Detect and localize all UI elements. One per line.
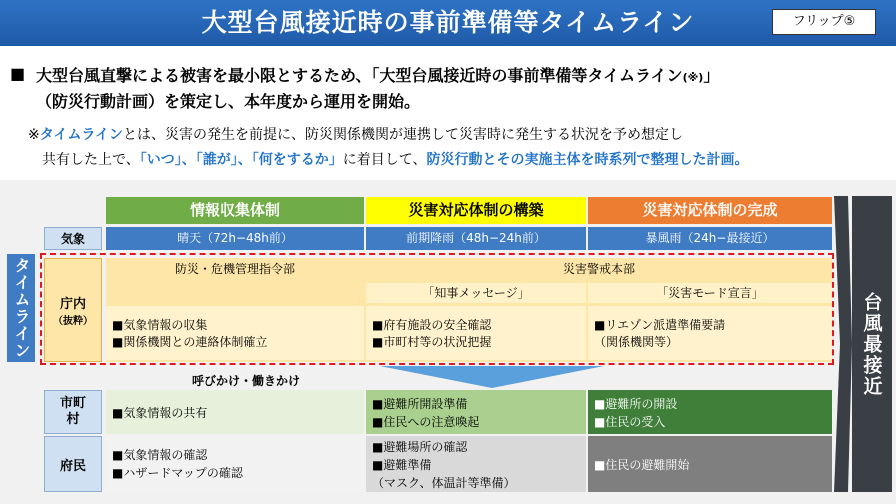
office-dept-1: 防災・危機管理指令部: [174, 262, 295, 276]
resident-item: ■住民の避難開始: [594, 458, 690, 472]
intro-line-1: 大型台風直撃による被害を最小限とするため、「大型台風接近時の事前準備等タイムライン(※)」: [36, 66, 720, 85]
intro-line-2: （防災行動計画）を策定し、本年度から運用を開始。: [36, 92, 421, 111]
office-item: （関係機関等）: [594, 335, 679, 349]
office-dashed-frame: [40, 253, 834, 365]
right-chevron-icon: [834, 196, 852, 492]
call-to-action-label: 呼びかけ・働きかけ: [192, 374, 301, 388]
approach-label: 台風最接近: [860, 291, 883, 397]
office-item: ■リエゾン派遣準備要請: [594, 318, 726, 332]
weather-storm: 暴風雨（24h−最接近）: [588, 227, 832, 250]
city-item: ■避難所開設準備: [372, 397, 468, 411]
down-arrow-icon: [380, 366, 604, 388]
city-item: ■住民への注意喚起: [372, 415, 480, 429]
phase-setup: 災害対応体制の構築: [366, 197, 586, 224]
resident-item: ■気象情報の確認: [112, 448, 208, 462]
approach-box: [852, 196, 892, 492]
resident-item: ■避難場所の確認: [372, 440, 468, 454]
city-item: ■避難所の開設: [594, 397, 678, 411]
resident-item: （マスク、体温計等準備）: [372, 476, 516, 490]
note-line-1: ※タイムラインとは、災害の発生を前提に、防災関係機関が連携して災害時に発生する状況を予め想定し: [28, 127, 684, 143]
resident-item: ■避難準備: [372, 458, 432, 472]
weather-early-rain: 前期降雨（48h−24h前）: [366, 227, 586, 250]
office-label-main: 庁内: [59, 297, 86, 312]
office-item: ■気象情報の収集: [112, 318, 208, 332]
disaster-mode-declaration: 「災害モード宣言」: [588, 283, 832, 303]
phase-complete: 災害対応体制の完成: [588, 197, 832, 224]
phase-info-gathering: 情報収集体制: [106, 197, 364, 224]
city-label: 市町村: [44, 390, 102, 434]
office-dept-2: 災害警戒本部: [562, 262, 635, 276]
weather-label: 気象: [44, 227, 102, 250]
weather-clear: 晴天（72h−48h前）: [106, 227, 364, 250]
office-label-sub: （抜粋）: [53, 316, 93, 327]
flip-label: フリップ⑤: [772, 9, 876, 35]
residents-label: 府民: [44, 436, 102, 492]
resident-item: ■ハザードマップの確認: [112, 466, 243, 480]
office-item: ■府有施設の安全確認: [372, 318, 492, 332]
page-title: 大型台風接近時の事前準備等タイムライン: [201, 8, 695, 37]
bullet-square: ■: [10, 64, 26, 83]
office-item: ■市町村等の状況把握: [372, 335, 492, 349]
governor-message: 「知事メッセージ」: [366, 283, 586, 303]
city-item: ■住民の受入: [594, 415, 666, 429]
city-item: ■気象情報の共有: [112, 406, 208, 420]
note-line-2: 共有した上で、「いつ」、「誰が」、「何をするか」に着目して、防災行動とその実施主体を時系列で整理した計画。: [42, 152, 749, 168]
timeline-label: タイムライン: [7, 254, 35, 362]
office-item: ■関係機関との連絡体制確立: [112, 335, 268, 349]
